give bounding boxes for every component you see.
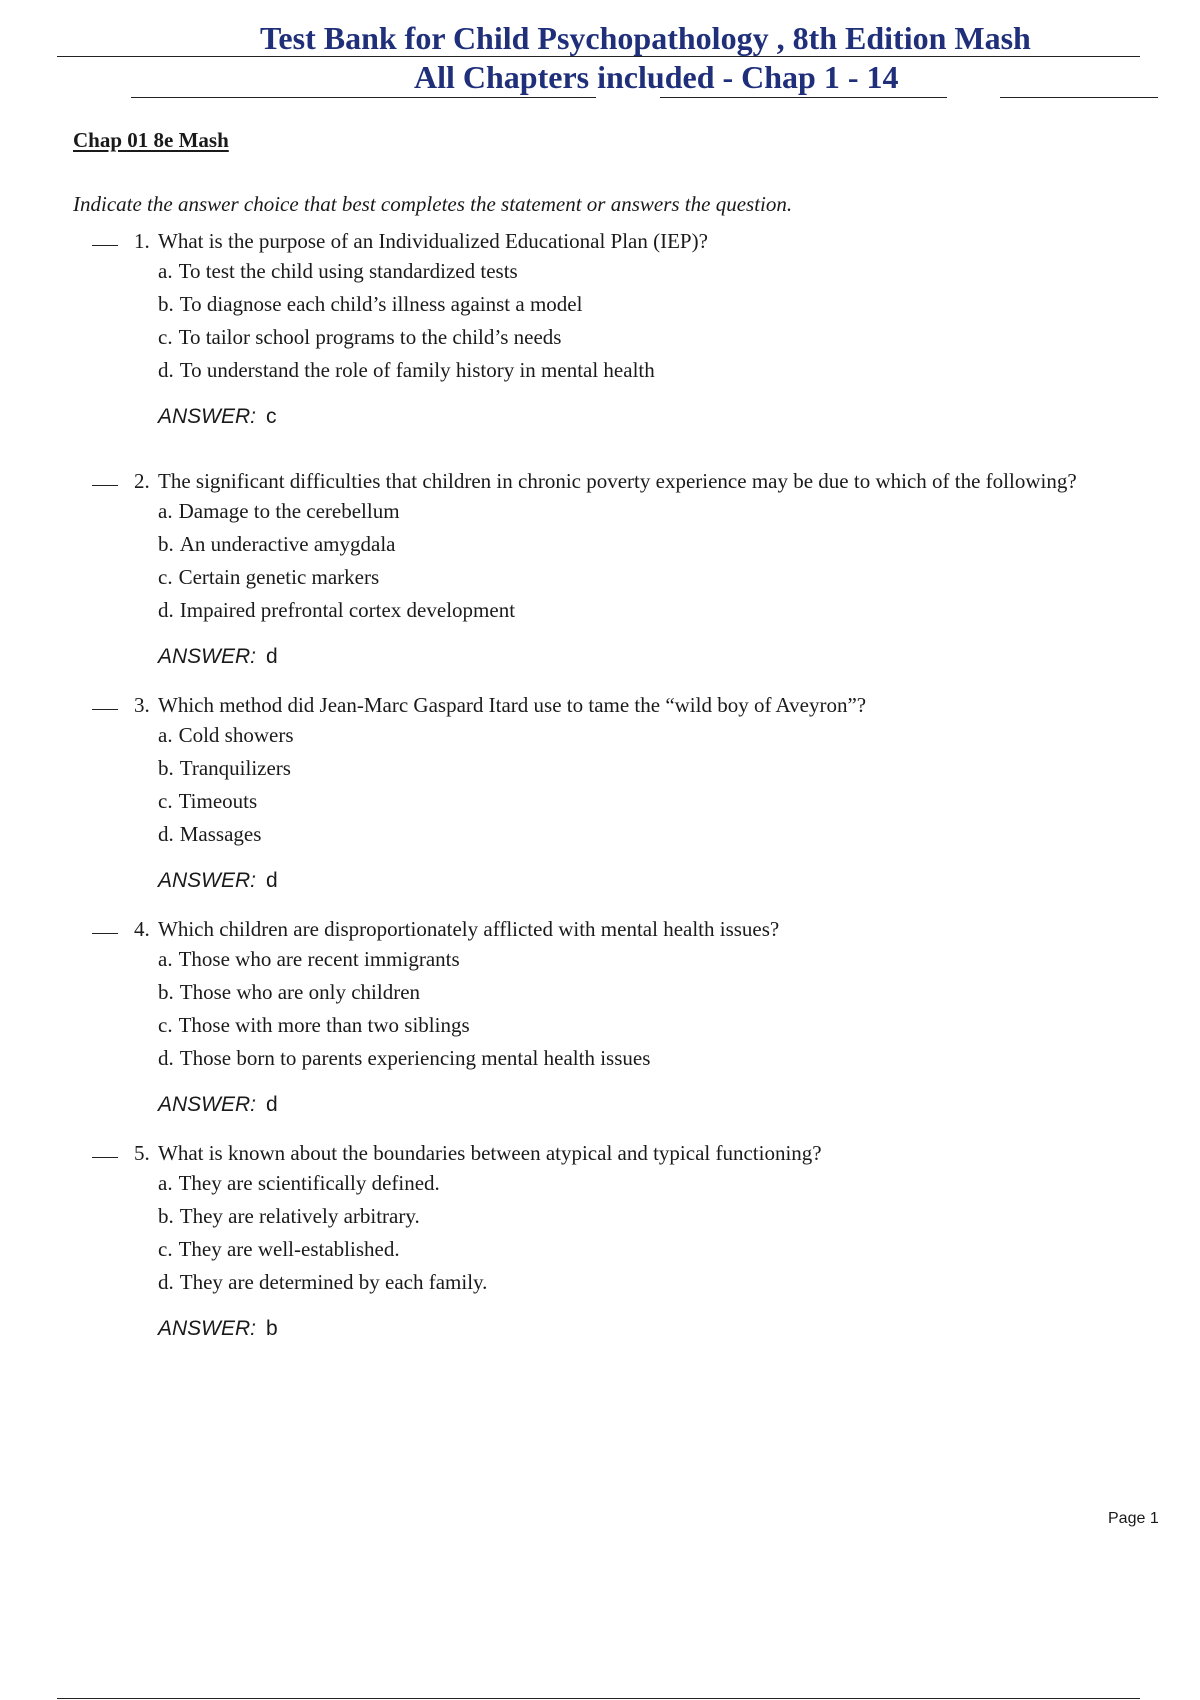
option-letter: b. [158, 980, 174, 1004]
option-letter: a. [158, 1171, 173, 1195]
answer-line [158, 1093, 278, 1117]
option-b [158, 756, 291, 781]
answer-label: ANSWER: [158, 405, 257, 428]
footer-rule [57, 1698, 1140, 1699]
option-text: Damage to the cerebellum [178, 499, 400, 523]
option-text: To test the child using standardized tests [178, 259, 518, 283]
option-text: Cold showers [178, 723, 294, 747]
question-text: Which children are disproportionately afflicted with mental health issues? [158, 917, 780, 941]
option-text: To understand the role of family history in mental health [179, 358, 655, 382]
option-d [158, 358, 655, 383]
option-text: They are relatively arbitrary. [179, 1204, 420, 1228]
option-letter: d. [158, 598, 174, 622]
question-item [0, 469, 1200, 689]
option-letter: a. [158, 499, 173, 523]
option-d [158, 1046, 650, 1071]
question-item [0, 1141, 1200, 1361]
option-letter: a. [158, 259, 173, 283]
option-letter: b. [158, 756, 174, 780]
option-text: To tailor school programs to the child’s needs [178, 325, 562, 349]
option-letter: d. [158, 358, 174, 382]
answer-line [158, 405, 277, 429]
header-rule-top [57, 56, 1140, 57]
option-text: Massages [179, 822, 262, 846]
question-text: Which method did Jean-Marc Gaspard Itard use to tame the “wild boy of Aveyron”? [158, 693, 867, 717]
question-number: 2. [134, 469, 150, 493]
option-text: They are well-established. [178, 1237, 400, 1261]
answer-blank [92, 245, 118, 246]
instructions: Indicate the answer choice that best completes the statement or answers the question. [73, 192, 793, 216]
question-item [0, 917, 1200, 1137]
answer-line [158, 1317, 278, 1341]
option-text: Those with more than two siblings [178, 1013, 470, 1037]
option-text: Certain genetic markers [178, 565, 380, 589]
option-b [158, 1204, 420, 1229]
question-number: 5. [134, 1141, 150, 1165]
answer-value: d [266, 1093, 278, 1116]
chapter-heading: Chap 01 8e Mash [73, 128, 229, 152]
option-text: Those who are only children [179, 980, 421, 1004]
answer-line [158, 869, 278, 893]
question-number: 3. [134, 693, 150, 717]
answer-value: d [266, 869, 278, 892]
option-letter: c. [158, 565, 173, 589]
option-d [158, 1270, 487, 1295]
option-a [158, 723, 294, 748]
option-letter: c. [158, 1237, 173, 1261]
question-item [0, 229, 1200, 449]
header-rule-left [131, 97, 596, 98]
question-item [0, 693, 1200, 913]
answer-label: ANSWER: [158, 645, 257, 668]
option-text: Those who are recent immigrants [178, 947, 460, 971]
option-c [158, 325, 561, 350]
question-number: 4. [134, 917, 150, 941]
document-subtitle: All Chapters included - Chap 1 - 14 [414, 59, 899, 95]
answer-value: b [266, 1317, 278, 1340]
answer-label: ANSWER: [158, 869, 257, 892]
option-a [158, 499, 400, 524]
option-c [158, 1013, 470, 1038]
option-letter: b. [158, 532, 174, 556]
answer-blank [92, 485, 118, 486]
option-letter: b. [158, 1204, 174, 1228]
answer-label: ANSWER: [158, 1317, 257, 1340]
option-b [158, 292, 582, 317]
question-number: 1. [134, 229, 150, 253]
option-text: Those born to parents experiencing mental health issues [179, 1046, 651, 1070]
page-number: Page 1 [1108, 1510, 1159, 1527]
answer-value: d [266, 645, 278, 668]
option-text: Tranquilizers [179, 756, 291, 780]
option-c [158, 1237, 400, 1262]
option-letter: d. [158, 1270, 174, 1294]
question-text: What is the purpose of an Individualized Educational Plan (IEP)? [158, 229, 708, 253]
header-rule-middle [660, 97, 947, 98]
document-title: Test Bank for Child Psychopathology , 8th Edition Mash [260, 20, 1031, 56]
option-text: Impaired prefrontal cortex development [179, 598, 516, 622]
option-d [158, 598, 515, 623]
option-letter: a. [158, 947, 173, 971]
option-letter: c. [158, 789, 173, 813]
answer-value: c [266, 405, 277, 428]
option-b [158, 532, 396, 557]
option-letter: d. [158, 822, 174, 846]
option-letter: d. [158, 1046, 174, 1070]
option-letter: c. [158, 325, 173, 349]
answer-line [158, 645, 278, 669]
option-text: An underactive amygdala [179, 532, 396, 556]
option-text: They are determined by each family. [179, 1270, 488, 1294]
option-a [158, 947, 460, 972]
option-d [158, 822, 261, 847]
option-letter: c. [158, 1013, 173, 1037]
option-a [158, 1171, 440, 1196]
option-text: They are scientifically defined. [178, 1171, 440, 1195]
question-text: The significant difficulties that children in chronic poverty experience may be due to which of the following? [158, 469, 1077, 493]
option-text: To diagnose each child’s illness against a model [179, 292, 583, 316]
question-text: What is known about the boundaries between atypical and typical functioning? [158, 1141, 822, 1165]
option-c [158, 565, 379, 590]
option-c [158, 789, 257, 814]
answer-label: ANSWER: [158, 1093, 257, 1116]
answer-blank [92, 709, 118, 710]
answer-blank [92, 1157, 118, 1158]
answer-blank [92, 933, 118, 934]
option-letter: a. [158, 723, 173, 747]
header-rule-right [1000, 97, 1158, 98]
option-letter: b. [158, 292, 174, 316]
option-b [158, 980, 420, 1005]
option-a [158, 259, 518, 284]
option-text: Timeouts [178, 789, 258, 813]
